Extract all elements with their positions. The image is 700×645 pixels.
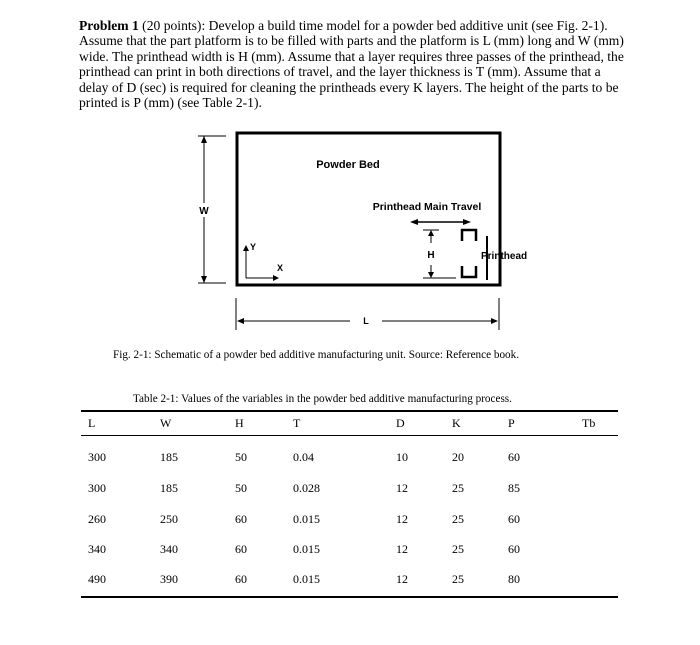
cell-h: 50	[235, 481, 247, 495]
table-bottom-rule	[81, 596, 618, 598]
head-arrow-down-icon	[428, 272, 434, 278]
cell-d: 12	[396, 481, 408, 495]
length-arrow-right-icon	[491, 318, 498, 324]
width-arrow-up-icon	[201, 136, 207, 143]
cell-w: 185	[160, 481, 178, 495]
header-h: H	[235, 416, 244, 430]
problem-statement	[79, 18, 624, 110]
length-label: L	[363, 316, 369, 326]
y-axis-arrow-icon	[243, 245, 249, 251]
width-label: W	[199, 206, 209, 217]
header-l: L	[88, 416, 96, 430]
problem-label: Problem 1	[79, 18, 139, 33]
cell-w: 185	[160, 450, 178, 464]
table-top-rule	[81, 410, 618, 412]
header-tb: Tb	[582, 416, 596, 430]
cell-d: 12	[396, 512, 408, 526]
cell-d: 12	[396, 542, 408, 556]
schematic-svg	[190, 128, 528, 333]
powder-bed-schematic	[190, 128, 528, 333]
figure-caption: Fig. 2-1: Schematic of a powder bed additive manufacturing unit. Source: Reference book.	[113, 349, 520, 361]
table-header-rule	[81, 435, 618, 436]
cell-t: 0.015	[293, 542, 320, 556]
cell-p: 60	[508, 450, 520, 464]
cell-p: 85	[508, 481, 520, 495]
cell-w: 340	[160, 542, 178, 556]
header-p: P	[508, 416, 515, 430]
cell-t: 0.028	[293, 481, 320, 495]
cell-h: 60	[235, 542, 247, 556]
y-axis-label: Y	[250, 242, 257, 252]
cell-l: 490	[88, 572, 106, 586]
printhead-label: Printhead	[481, 251, 528, 262]
length-arrow-left-icon	[237, 318, 244, 324]
cell-l: 300	[88, 450, 106, 464]
cell-w: 390	[160, 572, 178, 586]
travel-label: Printhead Main Travel	[372, 201, 482, 213]
cell-l: 340	[88, 542, 106, 556]
table-caption: Table 2-1: Values of the variables in the powder bed additive manufacturing process.	[133, 393, 512, 405]
printhead-bottom-icon	[462, 266, 476, 277]
header-w: W	[160, 416, 172, 430]
cell-k: 25	[452, 512, 464, 526]
cell-d: 12	[396, 572, 408, 586]
travel-arrow-left-icon	[410, 219, 418, 225]
cell-h: 60	[235, 512, 247, 526]
cell-p: 60	[508, 542, 520, 556]
cell-p: 60	[508, 512, 520, 526]
cell-d: 10	[396, 450, 408, 464]
cell-h: 60	[235, 572, 247, 586]
cell-k: 25	[452, 481, 464, 495]
header-k: K	[452, 416, 461, 430]
cell-k: 25	[452, 572, 464, 586]
head-arrow-up-icon	[428, 230, 434, 236]
cell-t: 0.04	[293, 450, 314, 464]
x-axis-label: X	[277, 263, 284, 273]
printhead-top-icon	[462, 230, 476, 241]
cell-p: 80	[508, 572, 520, 586]
width-arrow-down-icon	[201, 276, 207, 283]
problem-text: (20 points): Develop a build time model for a powder bed additive unit (see Fig. 2-1). Assume that the part platform is to be filled with parts and the platform is L (mm) long and W (mm) wide. The printhead width is H (mm). Assume that a layer requires three passes of the printhead, the printhead can print in both directions of travel, and the layer thickness is T (mm). Assume that a delay of D (sec) is required for cleaning the printheads every K layers. The height of the parts to be printed is P (mm) (see Table 2-1).	[79, 18, 624, 111]
cell-w: 250	[160, 512, 178, 526]
cell-k: 25	[452, 542, 464, 556]
travel-arrow-right-icon	[463, 219, 471, 225]
header-d: D	[396, 416, 405, 430]
cell-h: 50	[235, 450, 247, 464]
cell-k: 20	[452, 450, 464, 464]
head-width-label: H	[427, 250, 435, 261]
header-t: T	[293, 416, 301, 430]
x-axis-arrow-icon	[273, 275, 279, 281]
cell-t: 0.015	[293, 512, 320, 526]
cell-l: 260	[88, 512, 106, 526]
cell-t: 0.015	[293, 572, 320, 586]
cell-l: 300	[88, 481, 106, 495]
powder-bed-label: Powder Bed	[316, 159, 380, 171]
